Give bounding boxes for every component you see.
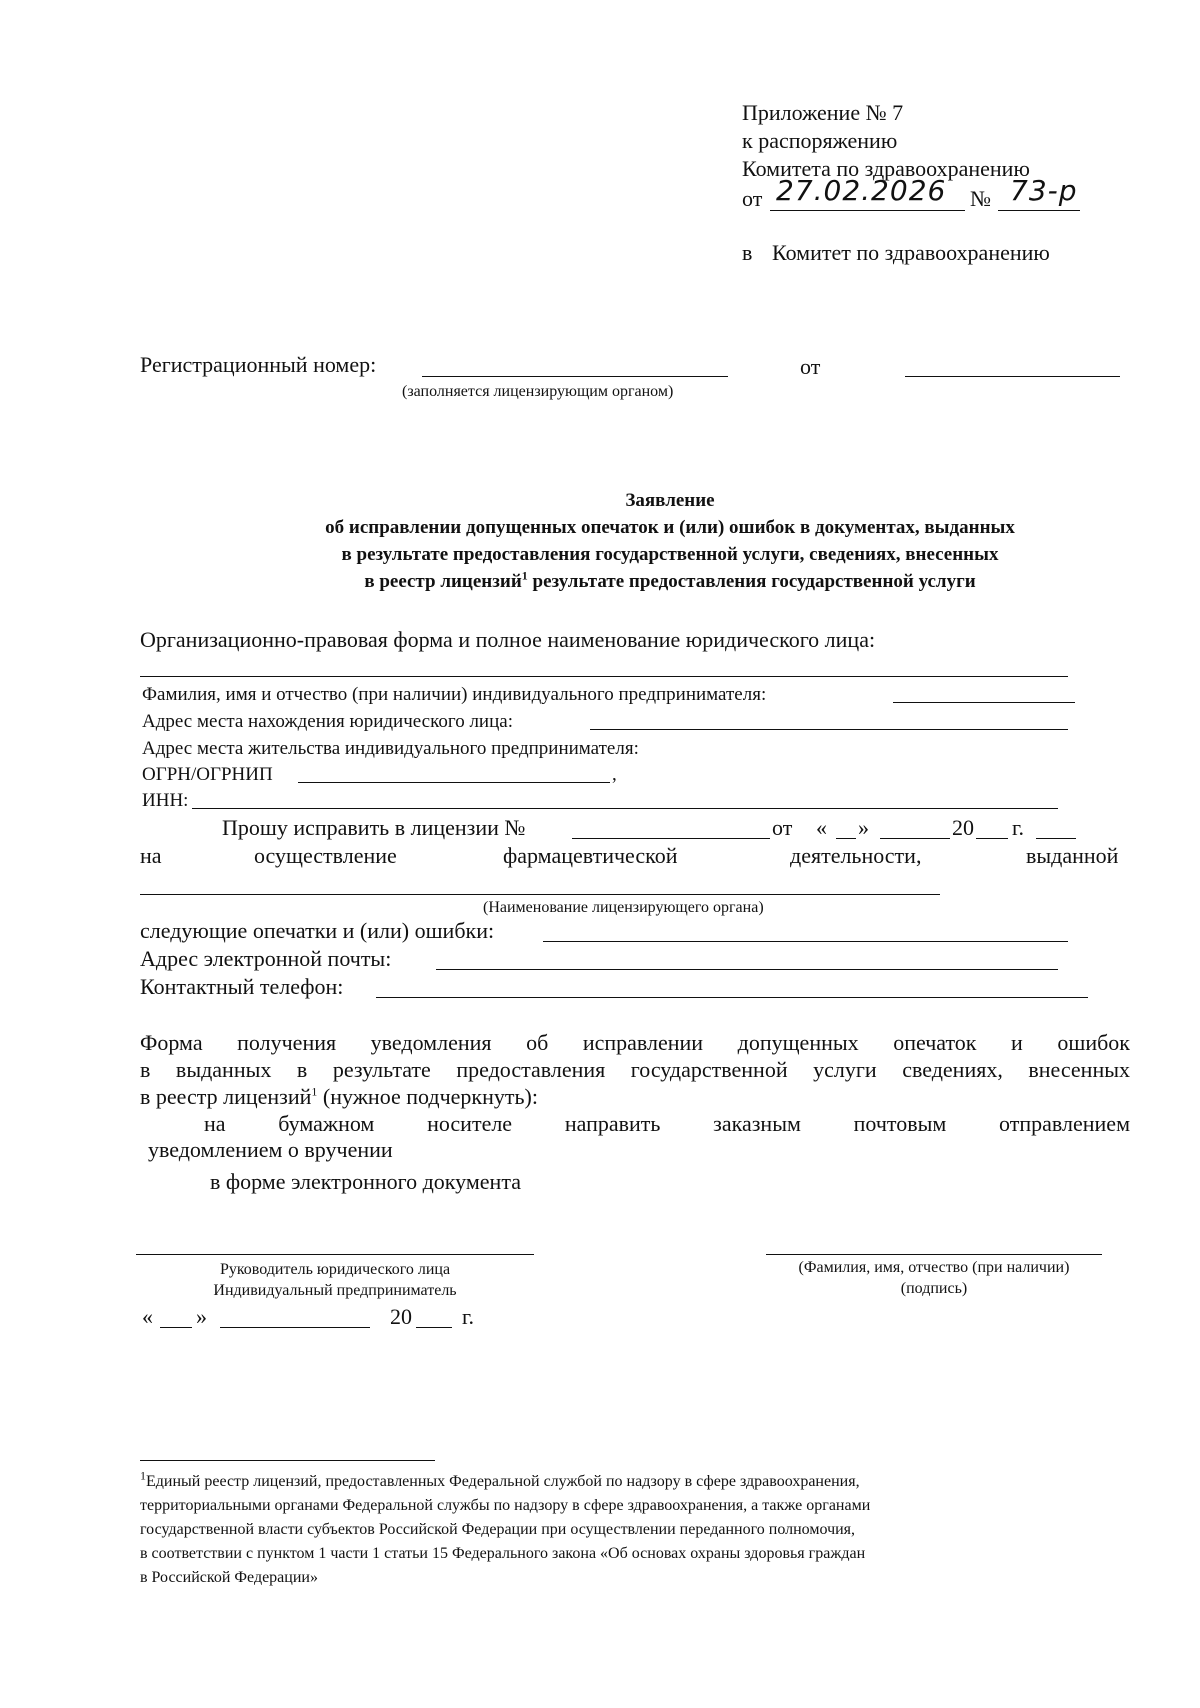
- registration-from-label: от: [800, 354, 821, 379]
- document-subtitle-line2: в результате предоставления государственной услуги, сведениях, внесенных: [341, 544, 999, 565]
- activity-word-4: деятельности,: [790, 843, 922, 868]
- ogrn-comma: ,: [612, 764, 617, 785]
- appendix-number-line: [998, 210, 1080, 211]
- registration-hint: (заполняется лицензирующим органом): [402, 383, 674, 400]
- recipient-prefix: в: [742, 240, 753, 265]
- notification-option-paper-cont[interactable]: уведомлением о вручении: [148, 1137, 393, 1162]
- license-number-field[interactable]: [572, 838, 770, 839]
- appendix-date-handwritten: 27.02.2026: [776, 174, 947, 207]
- notification-para-line3: в реестр лицензий$^1$ (нужное подчеркнуть):: [140, 1084, 538, 1109]
- request-quote-close: »: [858, 815, 869, 840]
- footnote-ref-2: 1: [311, 1084, 318, 1099]
- footnote-line4: в соответствии с пунктом 1 части 1 статьи 15 Федерального закона «Об основах охраны здоровья граждан: [140, 1545, 866, 1562]
- license-month-field[interactable]: [880, 838, 950, 839]
- footnote-line2: территориальными органами Федеральной службы по надзору в сфере здравоохранения, а также органами: [140, 1497, 871, 1514]
- inn-field[interactable]: [192, 808, 1058, 809]
- registration-date-field[interactable]: [905, 376, 1120, 377]
- document-title: Заявление: [625, 490, 715, 511]
- org-name-field[interactable]: [140, 676, 1068, 677]
- signature-name-line[interactable]: [766, 1254, 1102, 1255]
- signature-month-field[interactable]: [220, 1327, 370, 1328]
- signature-date-quote-close: »: [196, 1304, 207, 1329]
- request-year-prefix: 20: [952, 815, 974, 840]
- ip-name-label: Фамилия, имя и отчество (при наличии) индивидуального предпринимателя:: [142, 684, 767, 705]
- legal-address-label: Адрес места нахождения юридического лица:: [142, 711, 513, 732]
- signature-fio-label: (Фамилия, имя, отчество (при наличии): [798, 1259, 1070, 1276]
- org-label: Организационно-правовая форма и полное наименование юридического лица:: [140, 627, 876, 652]
- notification-option-paper[interactable]: на бумажном носителе направить заказным почтовым отправлением: [204, 1111, 1130, 1136]
- signature-year-suffix: г.: [462, 1304, 475, 1329]
- licensing-authority-field[interactable]: [140, 894, 940, 895]
- footnote-mark: 1: [140, 1468, 146, 1483]
- appendix-committee: Комитета по здравоохранению: [742, 156, 1030, 181]
- inn-label: ИНН:: [142, 790, 189, 811]
- errors-field[interactable]: [543, 941, 1068, 942]
- appendix-date-line: [770, 210, 965, 211]
- appendix-number-label: №: [970, 186, 991, 211]
- document-subtitle-line1: об исправлении допущенных опечаток и (или) ошибок в документах, выданных: [325, 517, 1015, 538]
- registration-number-field[interactable]: [422, 376, 728, 377]
- notification-option-electronic[interactable]: в форме электронного документа: [210, 1169, 521, 1194]
- ogrn-label: ОГРН/ОГРНИП: [142, 764, 273, 785]
- appendix-order: к распоряжению: [742, 128, 898, 153]
- email-label: Адрес электронной почты:: [140, 946, 392, 971]
- email-field[interactable]: [436, 969, 1058, 970]
- request-tail-line: [1036, 838, 1076, 839]
- activity-word-2: осуществление: [254, 843, 397, 868]
- request-from-label: от: [772, 815, 793, 840]
- license-year-field[interactable]: [976, 838, 1008, 839]
- notification-para-line2: в выданных в результате предоставления государственной услуги сведениях, внесенных: [140, 1057, 1130, 1082]
- appendix-number-handwritten: 73-р: [1010, 174, 1078, 207]
- footnote-line1: $^1$Единый реестр лицензий, предоставленных Федеральной службой по надзору в сфере здравоохранения,: [140, 1468, 860, 1490]
- ogrn-field[interactable]: [298, 782, 610, 783]
- document-subtitle-line3: в реестр лицензий$^1$ результате предоставления государственной услуги: [364, 568, 976, 592]
- license-day-field[interactable]: [836, 838, 856, 839]
- signature-head-line[interactable]: [136, 1254, 534, 1255]
- footnote-ref: 1: [521, 568, 528, 583]
- registration-label: Регистрационный номер:: [140, 352, 377, 377]
- request-label: Прошу исправить в лицензии №: [222, 815, 526, 840]
- licensing-authority-hint: (Наименование лицензирующего органа): [483, 899, 764, 916]
- signature-head-label: Руководитель юридического лица: [219, 1261, 451, 1278]
- signature-day-field[interactable]: [160, 1327, 192, 1328]
- footnote-line5: в Российской Федерации»: [140, 1569, 318, 1586]
- errors-label: следующие опечатки и (или) ошибки:: [140, 918, 495, 943]
- phone-label: Контактный телефон:: [140, 974, 344, 999]
- signature-year-field[interactable]: [416, 1327, 452, 1328]
- activity-word-1: на: [140, 843, 162, 868]
- signature-year-prefix: 20: [390, 1304, 412, 1329]
- signature-ip-label: Индивидуальный предприниматель: [213, 1282, 457, 1299]
- phone-field[interactable]: [376, 997, 1088, 998]
- request-quote-open: «: [816, 815, 827, 840]
- footnote-line3: государственной власти субъектов Российской Федерации при осуществлении переданного полномочия,: [140, 1521, 856, 1538]
- activity-word-5: выданной: [1026, 843, 1119, 868]
- signature-date-quote-open: «: [142, 1304, 153, 1329]
- notification-para-line1: Форма получения уведомления об исправлении допущенных опечаток и ошибок: [140, 1030, 1130, 1055]
- ip-address-label: Адрес места жительства индивидуального предпринимателя:: [142, 738, 639, 759]
- ip-name-field[interactable]: [893, 702, 1075, 703]
- signature-sign-label: (подпись): [900, 1280, 968, 1297]
- recipient-name: Комитет по здравоохранению: [772, 240, 1050, 265]
- appendix-from-label: от: [742, 186, 763, 211]
- request-year-suffix: г.: [1012, 815, 1025, 840]
- appendix-number: Приложение № 7: [742, 100, 904, 125]
- legal-address-field[interactable]: [590, 729, 1068, 730]
- activity-word-3: фармацевтической: [503, 843, 678, 868]
- footnote-separator: [140, 1460, 435, 1461]
